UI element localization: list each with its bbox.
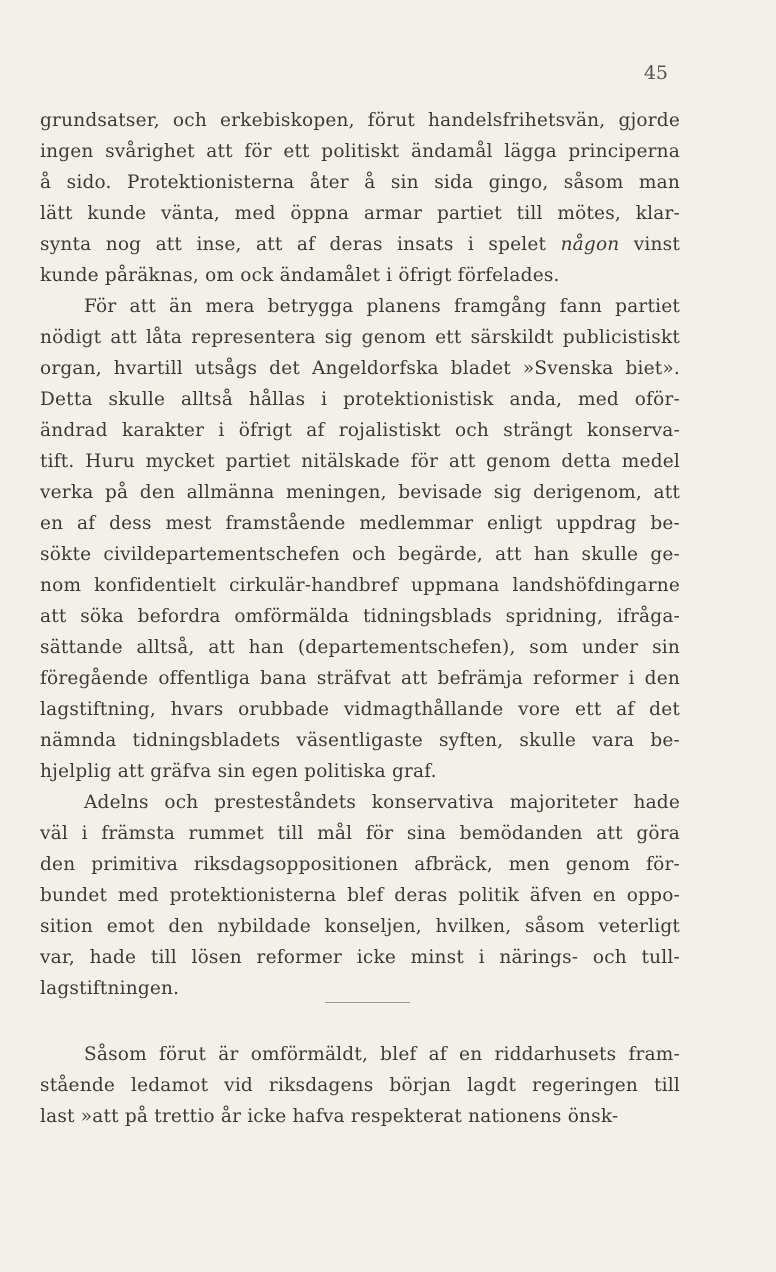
text-line: att söka befordra omförmälda tidningsblads spridning, ifråga- — [40, 606, 680, 627]
text-line: Adelns och presteståndets konservativa majoriteter hade — [84, 792, 680, 813]
paragraph — [40, 787, 680, 1004]
text-block-continued — [40, 1039, 680, 1132]
paragraph — [40, 1039, 680, 1132]
text-line: ändrad karakter i öfrigt af rojalistiskt och strängt konserva- — [40, 420, 680, 441]
text-line: bundet med protektionisterna blef deras politik äfven en oppo- — [40, 885, 680, 906]
text-line: lagstiftning, hvars orubbade vidmagthållande vore ett af det — [40, 699, 680, 720]
paragraph — [40, 105, 680, 291]
text-line: föregående offentliga bana sträfvat att befrämja reformer i den — [40, 668, 680, 689]
text-line: tift. Huru mycket partiet nitälskade för att genom detta medel — [40, 451, 680, 472]
text-line: Detta skulle alltså hållas i protektionistisk anda, med oför- — [40, 389, 680, 410]
text-line: var, hade till lösen reformer icke minst i närings- och tull- — [40, 947, 680, 968]
text-line: nämnda tidningsbladets väsentligaste syften, skulle vara be- — [40, 730, 680, 751]
text-line: lätt kunde vänta, med öppna armar partiet till mötes, klar- — [40, 203, 680, 224]
text-block-main — [40, 105, 680, 1004]
text-line: last »att på trettio år icke hafva respekterat nationens önsk- — [40, 1106, 619, 1127]
text-line: organ, hvartill utsågs det Angeldorfska bladet »Svenska biet». — [40, 358, 680, 379]
text-line: kunde påräknas, om ock ändamålet i öfrigt förfelades. — [40, 265, 560, 286]
text-line: hjelplig att gräfva sin egen politiska graf. — [40, 761, 437, 782]
text-line: väl i främsta rummet till mål för sina bemödanden att göra — [40, 823, 680, 844]
text-line: synta nog att inse, att af deras insats i spelet någon vinst — [40, 234, 680, 255]
text-line: stående ledamot vid riksdagens början lagdt regeringen till — [40, 1075, 680, 1096]
text-line: sättande alltså, att han (departementschefen), som under sin — [40, 637, 680, 658]
text-line: sökte civildepartementschefen och begärde, att han skulle ge- — [40, 544, 680, 565]
text-line: den primitiva riksdagsoppositionen afbräck, men genom för- — [40, 854, 680, 875]
text-line: lagstiftningen. — [40, 978, 180, 999]
text-line: grundsatser, och erkebiskopen, förut handelsfrihetsvän, gjorde — [40, 110, 680, 131]
text-line: nom konfidentielt cirkulär-handbref uppmana landshöfdingarne — [40, 575, 680, 596]
text-line: nödigt att låta representera sig genom ett särskildt publicistiskt — [40, 327, 680, 348]
text-line: ingen svårighet att för ett politiskt ändamål lägga principerna — [40, 141, 680, 162]
text-line: För att än mera betrygga planens framgång fann partiet — [84, 296, 680, 317]
paragraph — [40, 291, 680, 787]
text-line: å sido. Protektionisterna åter å sin sida gingo, såsom man — [40, 172, 680, 193]
text-line: Såsom förut är omförmäldt, blef af en riddarhusets fram- — [84, 1044, 680, 1065]
text-line: en af dess mest framstående medlemmar enligt uppdrag be- — [40, 513, 680, 534]
page-number: 45 — [643, 62, 668, 84]
text-line: verka på den allmänna meningen, bevisade sig derigenom, att — [40, 482, 680, 503]
text-line: sition emot den nybildade konseljen, hvilken, såsom veterligt — [40, 916, 680, 937]
section-divider — [325, 1002, 410, 1003]
